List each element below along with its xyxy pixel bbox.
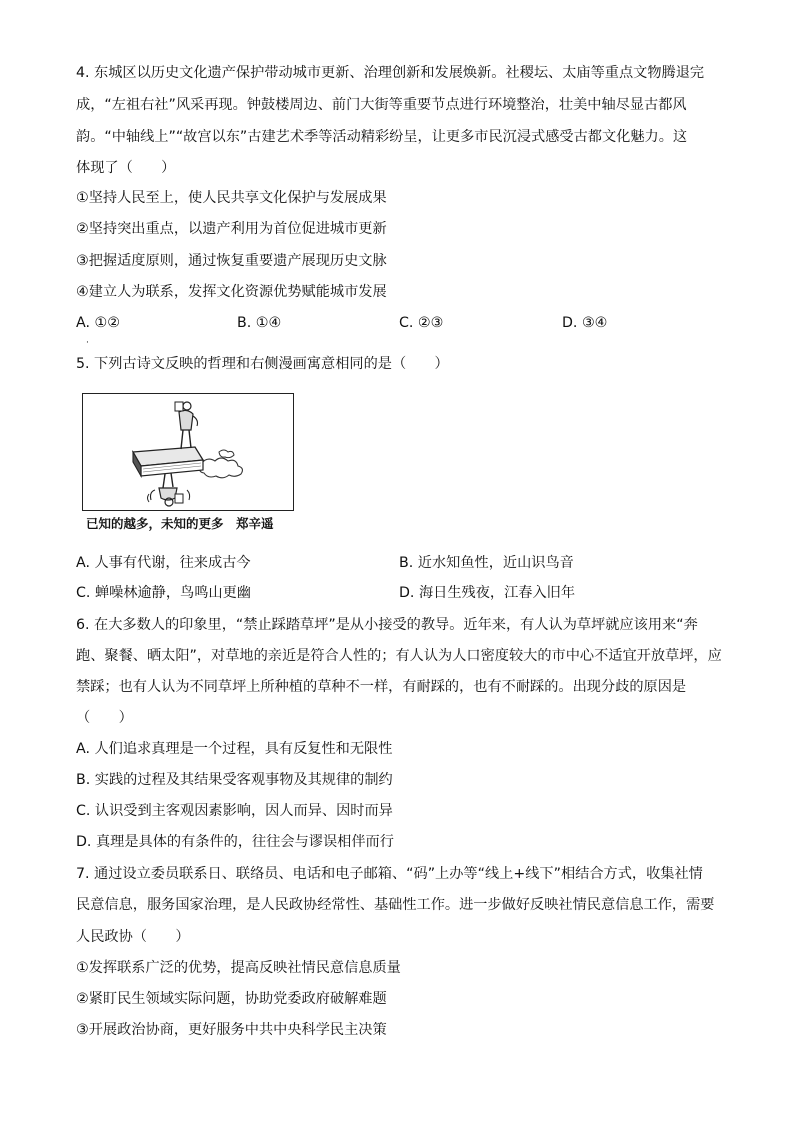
- q4-item-4: ④建立人为联系，发挥文化资源优势赋能城市发展: [76, 284, 387, 300]
- q4-stem-line-1: 4. 东城区以历史文化遗产保护带动城市更新、治理创新和发展焕新。社稷坛、太庙等重点文物腾退完: [76, 65, 705, 81]
- q6-stem-line-3: 禁踩；也有人认为不同草坪上所种植的草种不一样，有耐踩的，也有不耐踩的。出现分歧的原因是: [76, 679, 687, 695]
- q5-option-b: B. 近水知鱼性，近山识鸟音: [399, 555, 574, 571]
- q4-option-d: D. ③④: [562, 315, 608, 331]
- q6-stem-line-4: （ ）: [76, 710, 133, 726]
- q5-stem: 5. 下列古诗文反映的哲理和右侧漫画寓意相同的是（ ）: [76, 356, 449, 372]
- q6-option-d: D. 真理是具体的有条件的，往往会与谬误相伴而行: [76, 834, 394, 850]
- q7-stem-line-1: 7. 通过设立委员联系日、联络员、电话和电子邮箱、“码”上办等“线上+线下”相结合方式，收集社情: [76, 866, 703, 882]
- q4-option-b: B. ①④: [237, 315, 282, 331]
- q7-item-1: ①发挥联系广泛的优势，提高反映社情民意信息质量: [76, 960, 401, 976]
- q5-option-d: D. 海日生残夜，江春入旧年: [399, 585, 576, 601]
- comic-illustration: [82, 393, 294, 511]
- q6-option-c: C. 认识受到主客观因素影响，因人而异、因时而异: [76, 803, 393, 819]
- q4-stem-line-4: 体现了（ ）: [76, 160, 176, 176]
- stray-dot: ·: [86, 338, 89, 348]
- q4-option-c: C. ②③: [399, 315, 444, 331]
- q4-option-a: A. ①②: [76, 315, 120, 331]
- q5-option-a: A. 人事有代谢，往来成古今: [76, 555, 251, 571]
- q6-stem-line-1: 6. 在大多数人的印象里，“禁止踩踏草坪”是从小接受的教导。近年来，有人认为草坪就应该用来“奔: [76, 617, 698, 633]
- q7-stem-line-2: 民意信息，服务国家治理，是人民政协经常性、基础性工作。进一步做好反映社情民意信息工作，需要: [76, 897, 715, 913]
- q6-stem-line-2: 跑、聚餐、晒太阳”，对草地的亲近是符合人性的；有人认为人口密度较大的市中心不适宜开放草坪，应: [76, 648, 722, 664]
- q5-option-c: C. 蝉噪林逾静，鸟鸣山更幽: [76, 585, 251, 601]
- q7-item-2: ②紧盯民生领域实际问题，协助党委政府破解难题: [76, 991, 387, 1007]
- q4-item-3: ③把握适度原则，通过恢复重要遗产展现历史文脉: [76, 253, 387, 269]
- q4-stem-line-3: 韵。“中轴线上”“故宫以东”古建艺术季等活动精彩纷呈，让更多市民沉浸式感受古都文化魅力。这: [76, 129, 688, 145]
- q4-stem-line-2: 成，“左祖右社”风采再现。钟鼓楼周边、前门大街等重要节点进行环境整治，壮美中轴尽显古都风: [76, 97, 687, 113]
- q4-item-2: ②坚持突出重点，以遗产利用为首位促进城市更新: [76, 221, 387, 237]
- q6-option-b: B. 实践的过程及其结果受客观事物及其规律的制约: [76, 772, 393, 788]
- q7-item-3: ③开展政治协商，更好服务中共中央科学民主决策: [76, 1022, 387, 1038]
- q4-item-1: ①坚持人民至上，使人民共享文化保护与发展成果: [76, 190, 387, 206]
- comic-caption: 已知的越多，未知的更多 郑辛遥: [86, 516, 274, 531]
- comic-drawing: [83, 394, 293, 510]
- q6-option-a: A. 人们追求真理是一个过程，具有反复性和无限性: [76, 741, 393, 757]
- q7-stem-line-3: 人民政协（ ）: [76, 929, 190, 945]
